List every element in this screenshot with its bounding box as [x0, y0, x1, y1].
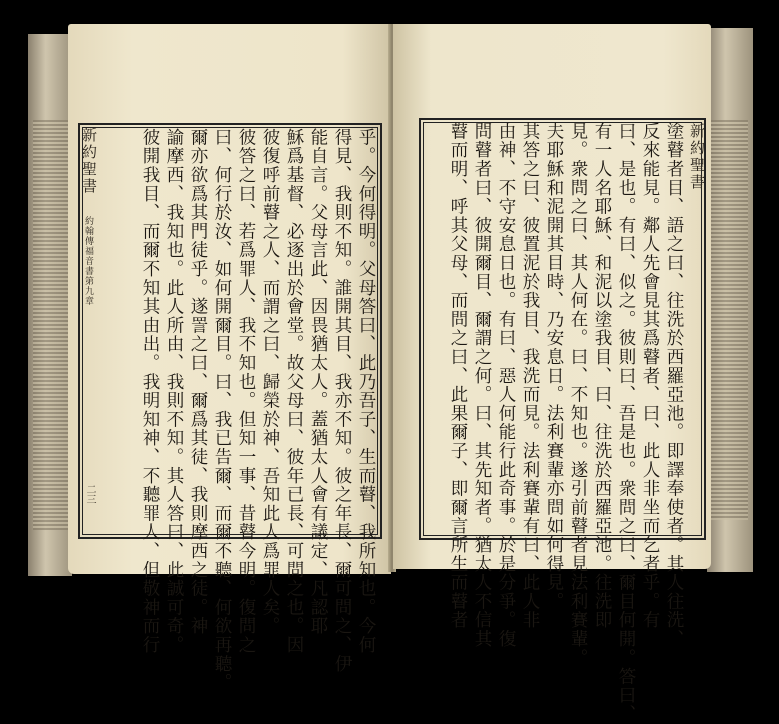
left-running-head: 約翰傳福音書第九章 [83, 216, 93, 306]
left-page [68, 24, 391, 692]
right-spine-title: 新約聖書 [688, 123, 706, 191]
right-text-column: 有一人名耶穌、和泥以塗我目、曰、往洗於西羅亞池。往洗即 [592, 122, 612, 630]
right-text-column: 反來能見。鄰人先會見其爲瞽者、曰、此人非坐而乞者乎。有 [640, 122, 660, 630]
right-text-column: 夫耶穌和泥開其目時、乃安息日。法利賽輩亦問如何得見。 [544, 122, 564, 611]
left-text-column: 彼開我目、而爾不知其由出。我明知神、不聽罪人、但敬神而行 [140, 128, 160, 655]
left-text-column: 彼復呼前瞽之人、而謂之曰、歸榮於神、吾知此人爲罪人矣。 [260, 128, 280, 636]
left-text-column: 乎。今何得明。父母答曰、此乃吾子、生而瞽、我所知也。今何 [356, 128, 376, 655]
right-text-column: 問瞽者曰、彼開爾目、爾謂之何。曰、其先知者。猶太人不信其 [472, 122, 492, 649]
left-text-column: 爾亦欲爲其門徒乎。遂詈之曰、爾爲其徒、我則摩西之徒。神 [188, 128, 208, 636]
left-text-column: 能自言。父母言此、因畏猶太人。蓋猶太人會有議定、凡認耶 [308, 128, 328, 636]
right-text-column: 塗瞽者目、語之曰、往洗於西羅亞池。即譯奉使者。其人往洗、 [664, 122, 684, 649]
right-text-column: 由神、不守安息日也。有曰、惡人何能行此奇事。於是分爭。復 [496, 122, 516, 649]
left-text-column: 穌爲基督、必逐出於會堂。故父母曰、彼年已長、可問之也。因 [284, 128, 304, 655]
left-page-number: 二三 [84, 484, 95, 504]
left-spine-title: 新約聖書 [80, 127, 98, 195]
left-text-column: 曰、何行於汝、如何開爾目。曰、我已告爾、而爾不聽、何欲再聽。 [212, 128, 232, 692]
right-text-column: 其答之曰、彼置泥於我目、我洗而見。法利賽輩有曰、此人非 [520, 122, 540, 630]
right-text-column: 曰、是也。有曰、似之。彼則曰、吾是也。衆問之曰、爾目何開。答曰、 [616, 122, 636, 724]
right-text-column: 見。衆問之曰、其人何在。曰、不知也。遂引前瞽者見法利賽輩。 [568, 122, 588, 668]
left-text-column: 諭摩西、我知也。此人所由、我則不知。其人答曰、此誠可奇。 [164, 128, 184, 655]
left-text-column: 彼答之曰、若爲罪人、我不知也。但知一事、昔瞽今明。復問之 [236, 128, 256, 655]
left-page-edge-lines [33, 120, 71, 530]
left-text-column: 得見、我則不知。誰開其目、我亦不知。彼之年長、爾可問之、伊 [332, 128, 352, 674]
right-page [393, 24, 711, 724]
right-page-edge-lines [708, 120, 748, 520]
right-text-column: 瞽而明、呼其父母、而問之曰、此果爾子、即爾言所生而瞽者 [448, 122, 468, 630]
